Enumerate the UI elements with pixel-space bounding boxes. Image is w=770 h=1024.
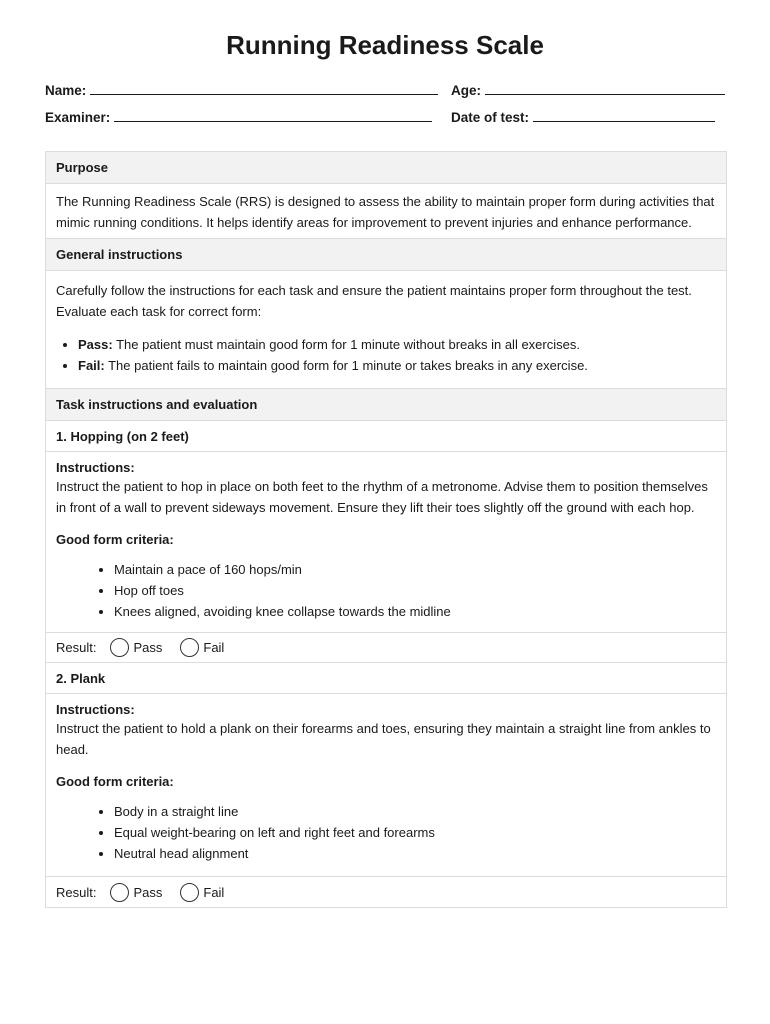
pass-radio[interactable]: [110, 638, 129, 657]
fail-option-label: Fail: [203, 884, 225, 900]
tasks-heading: Task instructions and evaluation: [46, 389, 726, 421]
pass-option-label: Pass: [133, 640, 163, 655]
result-label: Result:: [56, 884, 97, 900]
list-item: • Knees aligned, avoiding knee collapse towards the midline: [114, 601, 716, 622]
fail-radio[interactable]: [180, 883, 199, 902]
pass-text: The patient must maintain good form for 1 minute without breaks in all exercises.: [112, 337, 580, 352]
pass-label: Pass:: [78, 337, 113, 352]
list-item: • Maintain a pace of 160 hops/min: [114, 559, 716, 580]
age-field[interactable]: [451, 82, 725, 98]
general-text: Carefully follow the instructions for each task and ensure the patient maintains proper form throughout the test. Evaluate each task for correct form:: [56, 283, 692, 319]
task-1-body: [46, 452, 726, 632]
task-2-instructions-label: Instructions:: [56, 702, 135, 717]
task-1-criteria-list: [56, 559, 716, 622]
fail-option-label: Fail: [203, 640, 225, 655]
pass-option-label: Pass: [133, 884, 163, 900]
pass-fail-list: [56, 334, 716, 376]
name-field[interactable]: [45, 82, 438, 98]
task-1-instructions-label: Instructions:: [56, 460, 135, 475]
list-item: • Neutral head alignment: [114, 843, 716, 864]
purpose-text: The Running Readiness Scale (RRS) is designed to assess the ability to maintain proper form during activities that mimic running conditions. It helps identify areas for improvement to prevent injuries and enhance performance.: [46, 184, 726, 239]
examiner-line[interactable]: [114, 109, 432, 122]
task-1-result: [46, 632, 726, 663]
list-item: [78, 334, 716, 355]
task-2-title: 2. Plank: [46, 663, 726, 694]
list-item: • Body in a straight line: [114, 801, 716, 822]
fail-label: Fail:: [78, 358, 105, 373]
purpose-heading: Purpose: [46, 152, 726, 184]
task-2-instructions: Instruct the patient to hold a plank on their forearms and toes, ensuring they maintain a straight line from ankles to head.: [56, 721, 711, 757]
date-field[interactable]: [451, 109, 715, 125]
fail-text: The patient fails to maintain good form for 1 minute or takes breaks in any exercise.: [104, 358, 588, 373]
task-2-criteria-label: Good form criteria:: [56, 774, 174, 789]
list-item: • Equal weight-bearing on left and right feet and forearms: [114, 822, 716, 843]
page-title: Running Readiness Scale: [226, 30, 544, 60]
result-label: Result:: [56, 640, 97, 655]
name-line[interactable]: [90, 82, 438, 95]
task-1-instructions: Instruct the patient to hop in place on both feet to the rhythm of a metronome. Advise them to position themselves in front of a wall to prevent sideways movement. Ensure they lift their toes slightly off the ground with each hop.: [56, 479, 708, 515]
examiner-field[interactable]: [45, 109, 432, 125]
date-label: Date of test:: [451, 110, 530, 125]
task-2-result: [46, 876, 726, 907]
age-line[interactable]: [485, 82, 725, 95]
task-2-criteria-list: [56, 801, 716, 864]
age-label: Age:: [451, 83, 481, 98]
fail-radio[interactable]: [180, 638, 199, 657]
task-2-body: [46, 694, 726, 876]
list-item: [78, 355, 716, 376]
task-1-criteria-label: Good form criteria:: [56, 532, 174, 547]
list-item: • Hop off toes: [114, 580, 716, 601]
name-label: Name:: [45, 83, 87, 98]
general-heading: General instructions: [46, 239, 726, 271]
pass-radio[interactable]: [110, 883, 129, 902]
examiner-label: Examiner:: [45, 110, 111, 125]
general-section: [46, 271, 726, 389]
task-1-title: 1. Hopping (on 2 feet): [46, 421, 726, 452]
date-line[interactable]: [533, 109, 715, 122]
form-box: [45, 151, 727, 908]
